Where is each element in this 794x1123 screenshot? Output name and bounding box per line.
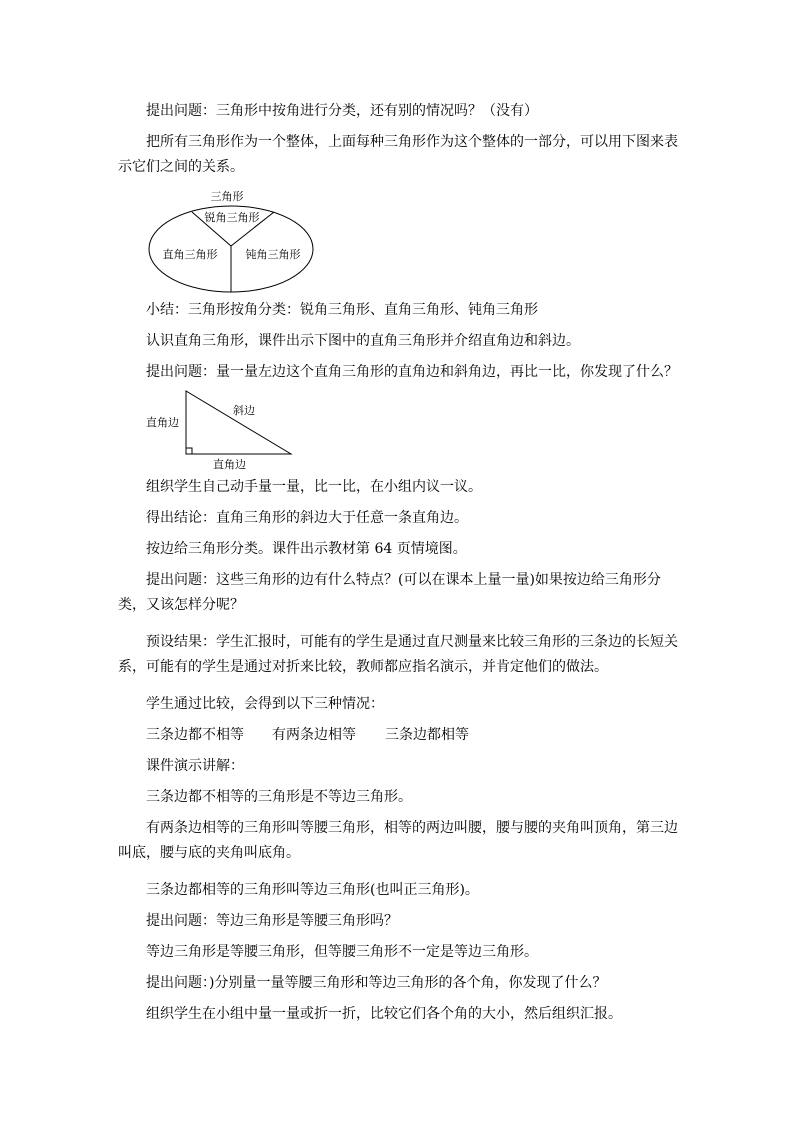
- diagram-label-acute: 锐角三角形: [204, 211, 260, 224]
- paragraph-question-angle-other: 提出问题：三角形中按角进行分类，还有别的情况吗？（没有）: [146, 103, 538, 119]
- right-triangle-shape: [186, 391, 291, 454]
- paragraph-equilateral-answer: 等边三角形是等腰三角形，但等腰三角形不一定是等边三角形。: [146, 944, 538, 960]
- paragraph-scalene: 三条边都不相等的三角形是不等边三角形。: [146, 789, 412, 805]
- three-cases-row: [146, 723, 706, 748]
- paragraph-right-triangle-intro: 认识直角三角形，课件出示下图中的直角三角形并介绍直角边和斜边。: [146, 333, 580, 349]
- label-bottom-leg: 直角边: [213, 458, 246, 471]
- paragraph-whole-part: 把所有三角形作为一个整体，上面每种三角形作为这个整体的一部分，可以用下图来表示它们之间的关系。: [118, 134, 678, 175]
- paragraph-courseware: 课件演示讲解：: [146, 758, 244, 774]
- paragraph-isosceles: 有两条边相等的三角形叫等腰三角形，相等的两边叫腰，腰与腰的夹角叫顶角，第三边叫底，腰与底的夹角叫底角。: [118, 820, 678, 861]
- paragraph-question-equilateral: 提出问题：等边三角形是等腰三角形吗？: [146, 913, 398, 929]
- case-no-equal-sides: 三条边都不相等: [146, 727, 244, 743]
- label-hypotenuse: 斜边: [233, 404, 255, 417]
- triangle-classification-diagram: [140, 186, 325, 296]
- diagram-label-triangle: 三角形: [210, 190, 244, 203]
- paragraph-conclusion: 得出结论：直角三角形的斜边大于任意一条直角边。: [146, 510, 468, 526]
- paragraph-summary-angle: 小结：三角形按角分类：锐角三角形、直角三角形、钝角三角形: [146, 302, 538, 318]
- right-angle-marker: [186, 448, 192, 454]
- right-triangle-diagram: [140, 386, 300, 474]
- paragraph-classify-by-side: 按边给三角形分类。课件出示教材第 64 页情境图。: [146, 541, 467, 557]
- paragraph-equilateral: 三条边都相等的三角形叫等边三角形(也叫正三角形)。: [146, 882, 479, 898]
- paragraph-three-cases: 学生通过比较，会得到以下三种情况：: [146, 696, 384, 712]
- paragraph-organize-report: 组织学生在小组中量一量或折一折，比较它们各个角的大小，然后组织汇报。: [146, 1006, 622, 1022]
- paragraph-question-angles: 提出问题：)分别量一量等腰三角形和等边三角形的各个角，你发现了什么？: [146, 975, 607, 991]
- paragraph-preset-results: 预设结果：学生汇报时，可能有的学生是通过直尺测量来比较三角形的三条边的长短关系，可能有的学生是通过对折来比较，教师都应指名演示，并肯定他们的做法。: [118, 634, 678, 675]
- case-two-equal-sides: 有两条边相等: [272, 727, 356, 743]
- paragraph-student-measure: 组织学生自己动手量一量，比一比，在小组内议一议。: [146, 479, 482, 495]
- diagram-label-right: 直角三角形: [162, 248, 218, 261]
- case-three-equal-sides: 三条边都相等: [385, 727, 469, 743]
- paragraph-question-measure: 提出问题：量一量左边这个直角三角形的直角边和斜角边，再比一比，你发现了什么？: [146, 364, 678, 380]
- paragraph-question-sides: 提出问题：这些三角形的边有什么特点？(可以在课本上量一量)如果按边给三角形分类，又该怎样分呢？: [118, 572, 661, 613]
- label-left-leg: 直角边: [146, 416, 179, 429]
- diagram-label-obtuse: 钝角三角形: [245, 248, 301, 261]
